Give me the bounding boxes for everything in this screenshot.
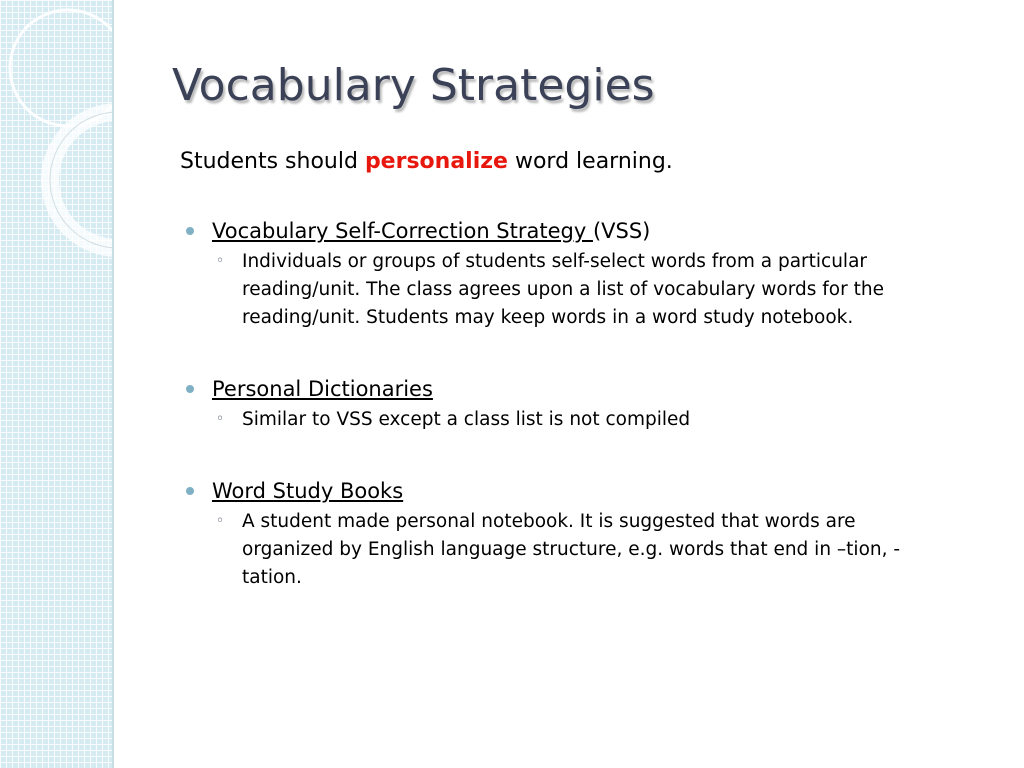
item-heading-suffix: (VSS) <box>592 219 651 243</box>
item-heading-link[interactable]: Word Study Books <box>212 479 404 503</box>
subtitle-prefix: Students should <box>180 149 365 174</box>
filled-circle-bullet-icon <box>186 487 194 495</box>
sub-list-item <box>180 248 942 332</box>
sub-list-item <box>180 508 942 592</box>
list-item-word-study-books <box>180 478 1000 592</box>
sub-list <box>180 248 1000 332</box>
item-heading-link[interactable]: Personal Dictionaries <box>212 377 433 401</box>
sub-item-text: A student made personal notebook. It is suggested that words are organized by English language structure, e.g. words that end in –tion, -tation. <box>242 511 901 588</box>
item-heading <box>180 376 1000 402</box>
sub-list <box>180 508 1000 592</box>
decorative-grid-strip <box>0 0 114 768</box>
list-item-personal-dictionaries <box>180 376 1000 434</box>
sub-list <box>180 406 1000 434</box>
strategy-list <box>180 218 1000 592</box>
hollow-circle-bullet-icon: ◦ <box>216 253 225 269</box>
subtitle-suffix: word learning. <box>507 149 673 174</box>
item-heading-link[interactable]: Vocabulary Self-Correction Strategy <box>212 219 593 243</box>
filled-circle-bullet-icon <box>186 227 194 235</box>
slide-title: Vocabulary Strategies <box>172 60 655 111</box>
sub-item-text: Similar to VSS except a class list is not compiled <box>242 409 691 430</box>
item-heading <box>180 218 1000 244</box>
hollow-circle-bullet-icon: ◦ <box>216 513 225 529</box>
sub-item-text: Individuals or groups of students self-select words from a particular reading/unit. The class agrees upon a list of vocabulary words for the reading/unit. Students may keep words in a word study notebook. <box>242 251 884 328</box>
slide-body <box>180 142 1000 636</box>
slide-subtitle <box>180 142 1000 182</box>
sub-list-item <box>180 406 942 434</box>
ring-decoration-icon <box>0 0 114 768</box>
list-item-vss <box>180 218 1000 332</box>
hollow-circle-bullet-icon: ◦ <box>216 411 225 427</box>
item-heading <box>180 478 1000 504</box>
filled-circle-bullet-icon <box>186 385 194 393</box>
subtitle-emphasis: personalize <box>364 149 508 174</box>
